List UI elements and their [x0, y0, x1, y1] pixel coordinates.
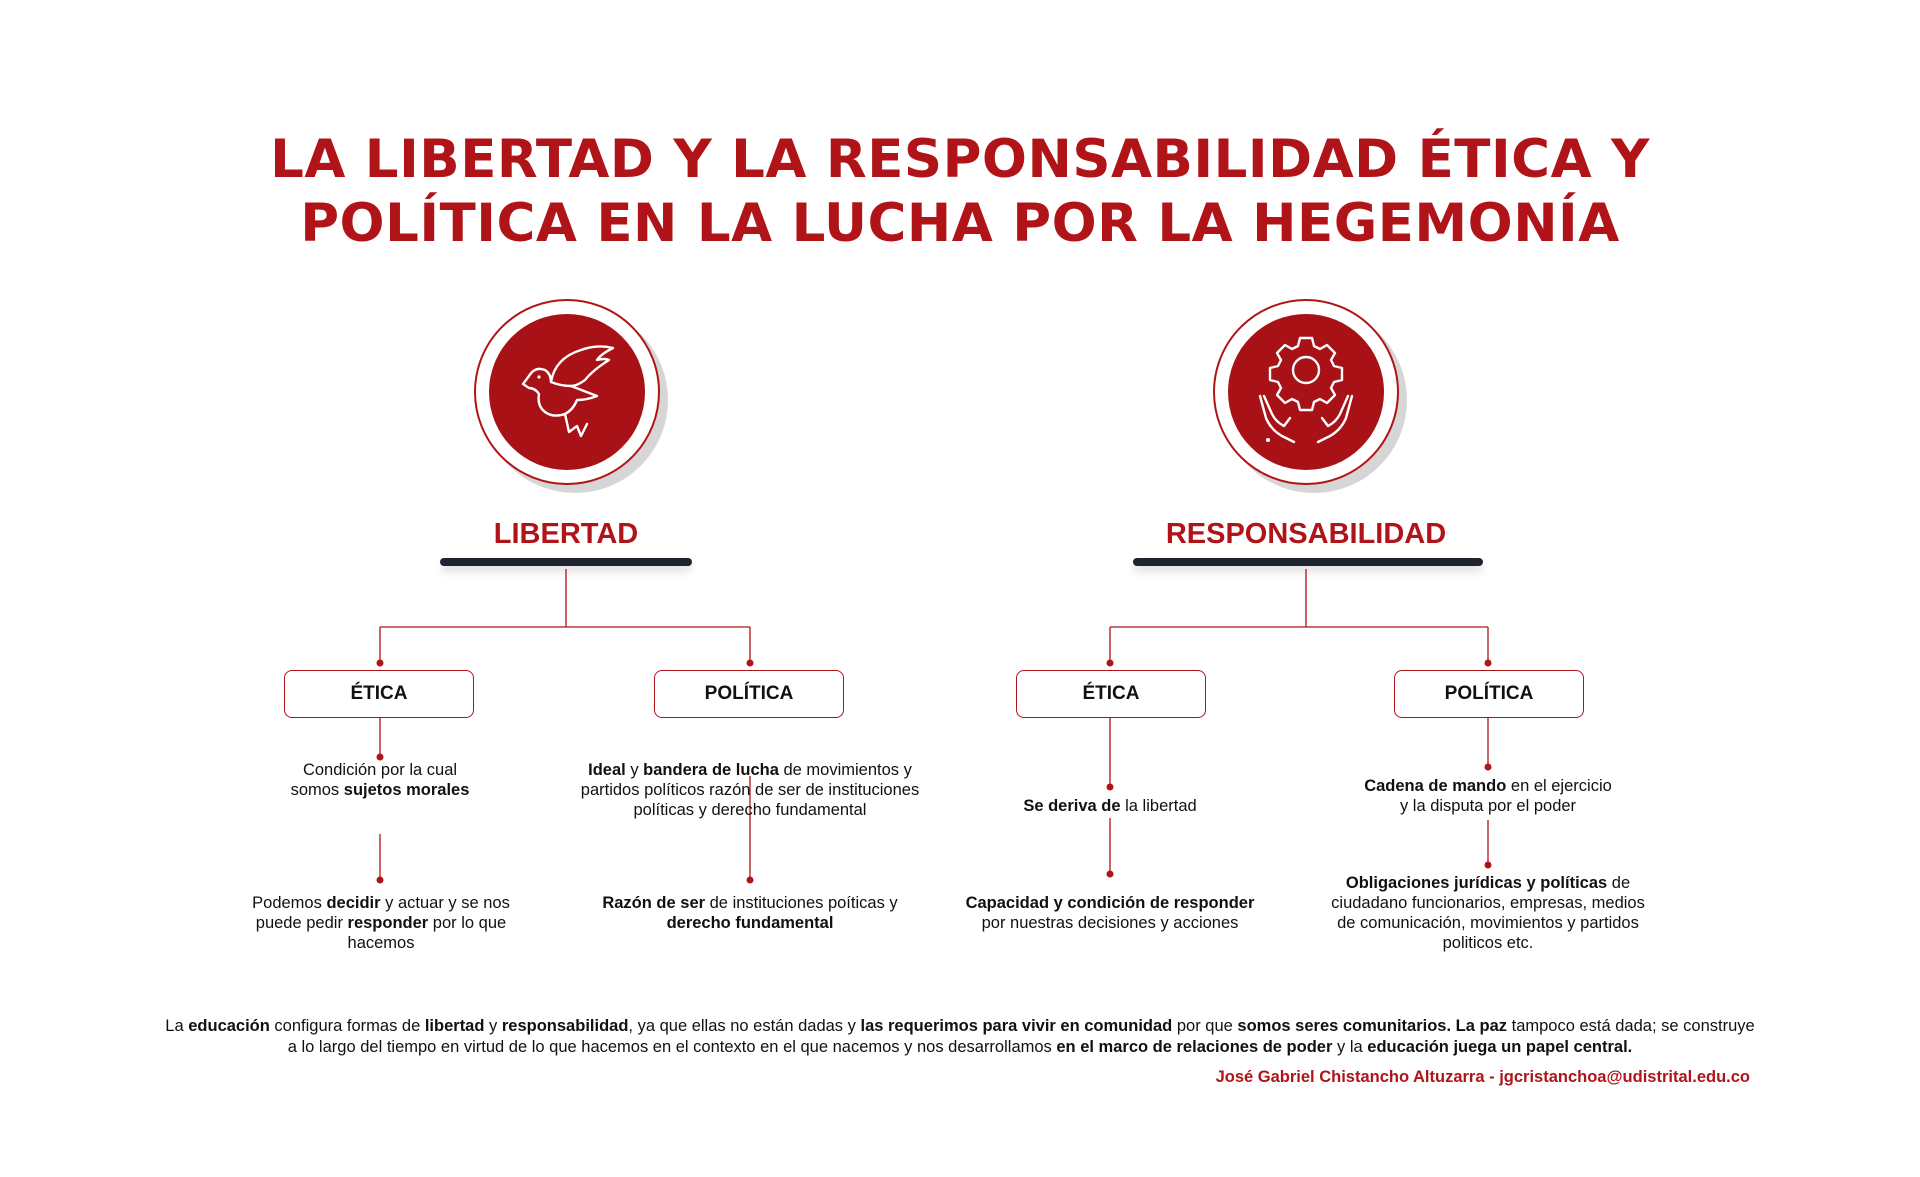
responsabilidad-etica-box — [1016, 670, 1206, 718]
responsabilidad-icon-badge — [1213, 299, 1399, 485]
libertad-etica-box — [284, 670, 474, 718]
libertad-etica-text-1: Condición por la cual somos sujetos morales — [290, 761, 470, 799]
libertad-underline — [440, 558, 692, 566]
responsabilidad-etica-label: ÉTICA — [1082, 683, 1140, 704]
responsabilidad-politica-text-1: Cadena de mando en el ejercicio y la disputa por el poder — [1364, 777, 1612, 815]
libertad-etica-text-2: Podemos decidir y actuar y se nos puede pedir responder por lo que hacemos — [252, 894, 510, 952]
libertad-politica-box — [654, 670, 844, 718]
libertad-politica-text-1: Ideal y bandera de lucha de movimientos y partidos políticos razón de ser de instituciones políticas y derecho fundamental — [580, 761, 920, 819]
responsabilidad-politica-label: POLÍTICA — [1444, 683, 1534, 704]
libertad-politica-text-2: Razón de ser de instituciones poíticas y derecho fundamental — [602, 894, 898, 932]
title-line-1: LA LIBERTAD Y LA RESPONSABILIDAD ÉTICA Y — [270, 129, 1650, 190]
responsabilidad-etica-text-2: Capacidad y condición de responder por nuestras decisiones y acciones — [965, 894, 1255, 932]
libertad-etica-label: ÉTICA — [350, 683, 408, 704]
libertad-icon-badge — [474, 299, 660, 485]
responsabilidad-politica-box — [1394, 670, 1584, 718]
gear-hands-icon — [1228, 314, 1384, 470]
responsabilidad-etica-text-1: Se deriva de la libertad — [1023, 797, 1197, 815]
libertad-heading: LIBERTAD — [493, 518, 639, 550]
responsabilidad-heading: RESPONSABILIDAD — [1165, 518, 1447, 550]
title-line-2: POLÍTICA EN LA LUCHA POR LA HEGEMONÍA — [300, 193, 1620, 254]
footer-paragraph: La educación configura formas de libertad y responsabilidad, ya que ellas no están dadas y las requerimos para vivir en comunidad por que somos seres comunitarios. La paz tampoco está dada; se construye a lo largo del tiempo en virtud de lo que hacemos en el contexto en el que nacemos y nos desarrollamos en el marco de relaciones de poder y la educación juega un papel central. — [165, 1017, 1755, 1056]
libertad-politica-label: POLÍTICA — [704, 683, 794, 704]
responsabilidad-underline — [1133, 558, 1483, 566]
dove-icon — [489, 314, 645, 470]
responsabilidad-politica-text-2: Obligaciones jurídicas y políticas de ciudadano funcionarios, empresas, medios de comunicación, movimientos y partidos politicos etc. — [1331, 874, 1645, 952]
author-credit: José Gabriel Chistancho Altuzarra - jgcristanchoa@udistrital.edu.co — [1215, 1068, 1750, 1086]
